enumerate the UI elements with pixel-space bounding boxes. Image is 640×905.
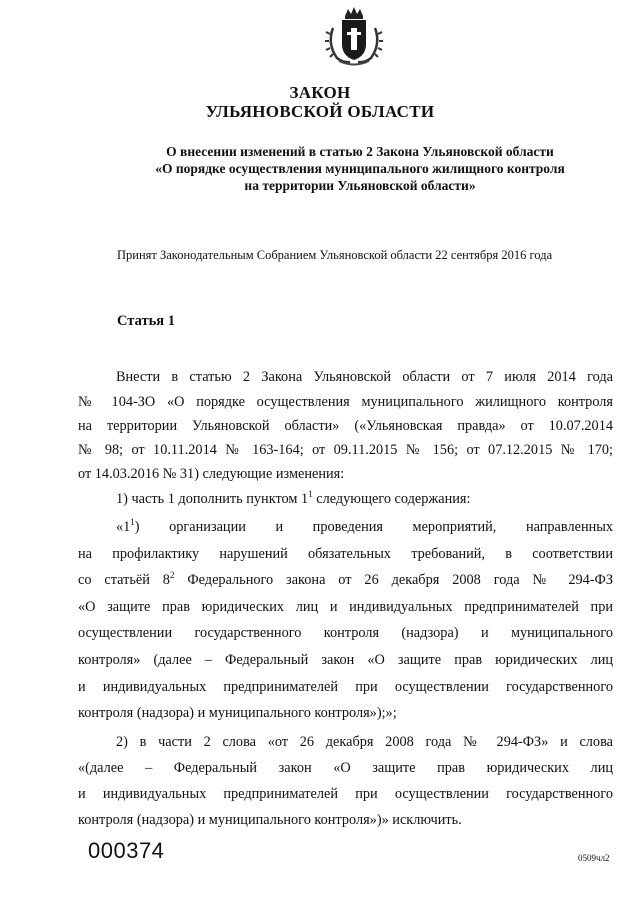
item-2-line: и индивидуальных предпринимателей при осуществлении государственного	[78, 786, 613, 802]
item-2-line: «(далее – Федеральный закон «О защите прав юридических лиц	[78, 760, 613, 776]
law-region: УЛЬЯНОВСКОЙ ОБЛАСТИ	[205, 102, 435, 121]
article-heading: Статья 1	[117, 313, 175, 329]
document-number: 000374	[88, 838, 165, 863]
item-2-line: 2) в части 2 слова «от 26 декабря 2008 года № 294-ФЗ» и слова	[116, 734, 613, 750]
coat-of-arms-icon	[323, 6, 385, 66]
text-line: Внести в статью 2 Закона Ульяновской области от 7 июля 2014 года	[116, 369, 613, 385]
quote-line: и индивидуальных предпринимателей при осуществлении государственного	[78, 679, 613, 695]
item-2-line: контроля (надзора) и муниципального контроля»)» исключить.	[78, 812, 462, 828]
quote-line: контроля (надзора) и муниципального контроля»);»;	[78, 705, 397, 721]
quote-line: со статьёй $8^2$ Федерального закона от 26 декабря 2008 года № 294-ФЗ	[78, 570, 613, 588]
quote-line: «$1^1$) организации и проведения мероприятий, направленных	[116, 517, 613, 535]
text-line: на территории Ульяновской области» («Ульяновская правда» от 10.07.2014	[78, 418, 613, 434]
document-code: 0509чл2	[578, 853, 610, 863]
text-line: № 104-ЗО «О порядке осуществления муниципального жилищного контроля	[78, 394, 613, 410]
quote-line: осуществлении государственного контроля (надзора) и муниципального	[78, 625, 613, 641]
law-title: ЗАКОН	[289, 83, 351, 102]
subject-line: «О порядке осуществления муниципального жилищного контроля	[155, 161, 565, 176]
quote-line: контроля» (далее – Федеральный закон «О защите прав юридических лиц	[78, 652, 613, 668]
subject-line: на территории Ульяновской области»	[244, 178, 476, 193]
quote-line: на профилактику нарушений обязательных требований, в соответствии	[78, 546, 613, 562]
quote-line: «О защите прав юридических лиц и индивидуальных предпринимателей при	[78, 599, 613, 615]
text-line: № 98; от 10.11.2014 № 163-164; от 09.11.2015 № 156; от 07.12.2015 № 170;	[78, 442, 613, 458]
item-1-intro: 1) часть 1 дополнить пунктом $1^1$ следующего содержания:	[116, 489, 471, 507]
adoption-note: Принят Законодательным Собранием Ульяновской области 22 сентября 2016 года	[117, 248, 553, 262]
text-line: от 14.03.2016 № 31) следующие изменения:	[78, 466, 345, 482]
subject-line: О внесении изменений в статью 2 Закона Ульяновской области	[166, 144, 554, 159]
